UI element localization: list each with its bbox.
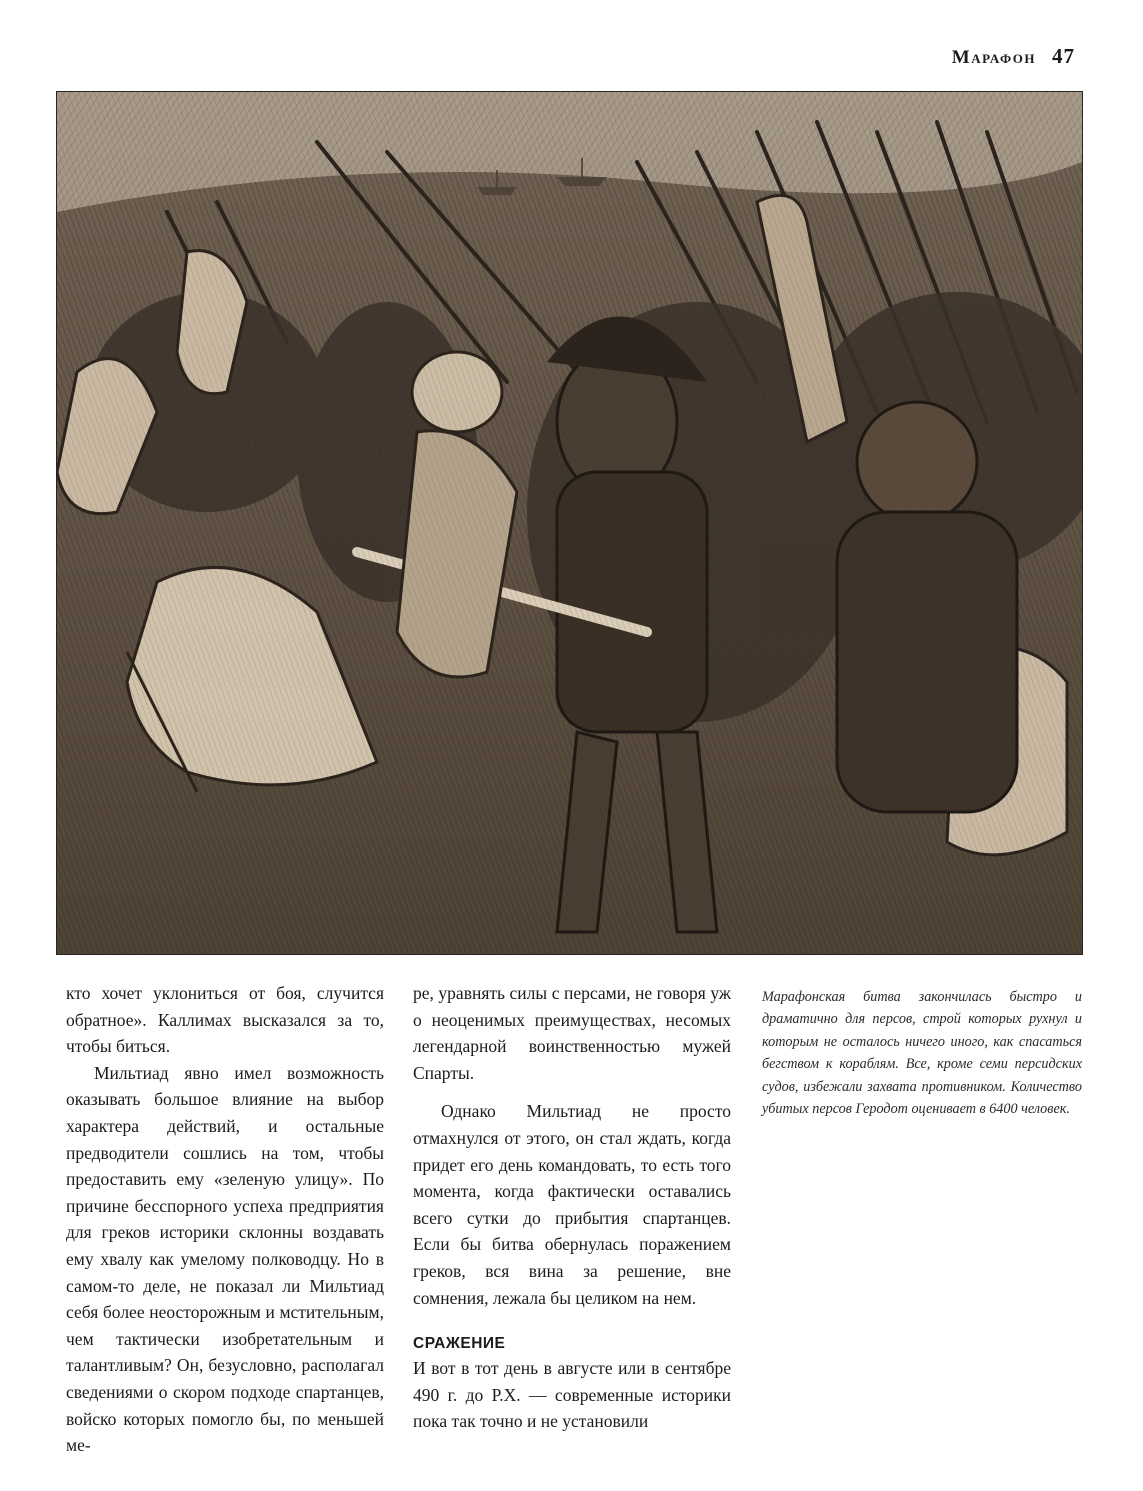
paragraph: Мильтиад явно имел возможность оказывать большое влияние на выбор характера действий, и остальные предводители сошлись на том, чтобы предоставить ему «зеленую улицу». По причине бесспорного успеха предприятия для греков историки склонны воздавать ему хвалу как умелому полководцу. Но в самом-то деле, не показал ли Мильтиад себя более неосторожным и мстительным, чем тактически изобретательным и талантливым? Он, безусловно, располагал сведениями о скором подходе спартанцев, войско которых помогло бы, по меньшей ме-: [66, 1062, 384, 1456]
battle-engraving: [56, 91, 1083, 955]
text-column-middle: [413, 980, 731, 1435]
text-column-left: [66, 980, 384, 1459]
running-head-title: Марафон: [951, 47, 1036, 68]
paragraph: ре, уравнять силы с персами, не говоря уж о неоценимых преимуществах, несомых легендарной воинственностью мужей Спарты.: [413, 983, 731, 1083]
illustration-caption: Марафонская битва закончилась быстро и драматично для персов, строй которых рухнул и которым не осталось ничего иного, как спасаться бегством к кораблям. Все, кроме семи персидских судов, избежали захвата противником. Количество убитых персов Геродот оценивает в 6400 человек.: [762, 989, 1082, 1118]
paragraph: Однако Мильтиад не просто отмахнулся от этого, он стал ждать, когда придет его день командовать, то есть того момента, когда фактически оставались всего сутки до прибытия спартанцев. Если бы битва обернулась поражением греков, вся вина за решение, вне сомнения, лежала бы целиком на нем.: [413, 1101, 731, 1308]
running-head: [952, 44, 1075, 69]
section-heading: СРАЖЕНИЕ: [413, 1335, 506, 1353]
paragraph: кто хочет уклониться от боя, случится обратное». Каллимах высказался за то, чтобы биться.: [66, 983, 384, 1057]
page-number: 47: [1052, 44, 1075, 68]
paragraph: И вот в тот день в августе или в сентябре 490 г. до Р.Х. — современные историки пока так точно и не установили: [413, 1358, 731, 1432]
